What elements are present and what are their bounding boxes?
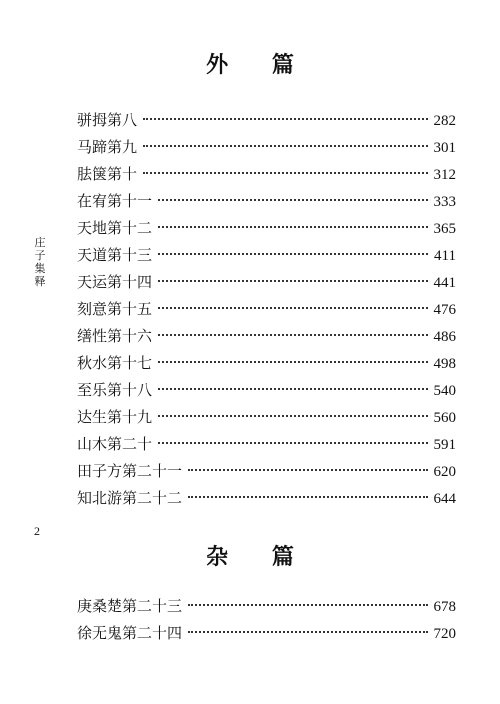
toc-entry bbox=[77, 134, 456, 161]
toc-entry-page: 301 bbox=[433, 140, 456, 156]
toc-entry-page: 540 bbox=[433, 383, 456, 399]
toc-miscellaneous-chapters bbox=[77, 593, 456, 647]
section-title-miscellaneous-chapters: 杂 篇 bbox=[206, 544, 312, 570]
toc-entry bbox=[77, 377, 456, 404]
page-number: 2 bbox=[34, 524, 40, 538]
toc-entry-page: 312 bbox=[433, 167, 456, 183]
toc-entry-title: 田子方第二十一 bbox=[77, 462, 183, 480]
dotted-leader bbox=[158, 307, 427, 309]
toc-entry-title: 胠箧第十 bbox=[77, 165, 138, 183]
toc-entry bbox=[77, 161, 456, 188]
toc-entry bbox=[77, 458, 456, 485]
toc-entry bbox=[77, 323, 456, 350]
dotted-leader bbox=[158, 199, 427, 201]
toc-entry-title: 马蹄第九 bbox=[77, 138, 138, 156]
dotted-leader bbox=[158, 388, 427, 390]
dotted-leader bbox=[158, 361, 427, 363]
dotted-leader bbox=[143, 118, 427, 120]
toc-entry-title: 天地第十二 bbox=[77, 219, 153, 237]
toc-entry bbox=[77, 296, 456, 323]
toc-entry bbox=[77, 242, 456, 269]
toc-entry-page: 720 bbox=[433, 626, 456, 642]
dotted-leader bbox=[158, 253, 428, 255]
dotted-leader bbox=[158, 334, 427, 336]
dotted-leader bbox=[158, 442, 427, 444]
toc-entry bbox=[77, 188, 456, 215]
toc-entry-page: 411 bbox=[434, 248, 456, 264]
toc-entry bbox=[77, 620, 456, 647]
dotted-leader bbox=[143, 172, 427, 174]
dotted-leader bbox=[143, 145, 427, 147]
dotted-leader bbox=[158, 226, 427, 228]
toc-entry-page: 476 bbox=[433, 302, 456, 318]
toc-entry-page: 560 bbox=[433, 410, 456, 426]
toc-entry bbox=[77, 431, 456, 458]
toc-outer-chapters bbox=[77, 107, 456, 512]
toc-entry bbox=[77, 107, 456, 134]
dotted-leader bbox=[158, 415, 427, 417]
toc-entry-title: 天道第十三 bbox=[77, 246, 153, 264]
dotted-leader bbox=[158, 280, 427, 282]
toc-entry bbox=[77, 485, 456, 512]
toc-entry bbox=[77, 350, 456, 377]
toc-entry-title: 秋水第十七 bbox=[77, 354, 153, 372]
toc-entry bbox=[77, 269, 456, 296]
toc-entry-title: 达生第十九 bbox=[77, 408, 153, 426]
toc-entry-page: 620 bbox=[433, 464, 456, 480]
toc-entry-title: 徐无鬼第二十四 bbox=[77, 624, 183, 642]
toc-entry-page: 282 bbox=[433, 113, 456, 129]
toc-entry-title: 天运第十四 bbox=[77, 273, 153, 291]
toc-entry-page: 365 bbox=[433, 221, 456, 237]
toc-entry-title: 在宥第十一 bbox=[77, 192, 153, 210]
toc-entry-title: 缮性第十六 bbox=[77, 327, 153, 345]
running-book-title: 庄子集释 bbox=[34, 236, 46, 288]
toc-entry-title: 山木第二十 bbox=[77, 435, 153, 453]
dotted-leader bbox=[188, 604, 427, 606]
toc-entry bbox=[77, 215, 456, 242]
toc-entry bbox=[77, 593, 456, 620]
dotted-leader bbox=[188, 496, 427, 498]
toc-entry-page: 441 bbox=[433, 275, 456, 291]
toc-entry-page: 486 bbox=[433, 329, 456, 345]
toc-entry bbox=[77, 404, 456, 431]
toc-entry-title: 骈拇第八 bbox=[77, 111, 138, 129]
toc-entry-title: 至乐第十八 bbox=[77, 381, 153, 399]
toc-entry-title: 刻意第十五 bbox=[77, 300, 153, 318]
toc-entry-page: 678 bbox=[433, 599, 456, 615]
toc-entry-page: 498 bbox=[433, 356, 456, 372]
dotted-leader bbox=[188, 631, 427, 633]
toc-entry-page: 644 bbox=[433, 491, 456, 507]
section-title-outer-chapters: 外 篇 bbox=[206, 52, 312, 78]
toc-entry-page: 591 bbox=[433, 437, 456, 453]
toc-entry-title: 知北游第二十二 bbox=[77, 489, 183, 507]
toc-entry-title: 庚桑楚第二十三 bbox=[77, 597, 183, 615]
dotted-leader bbox=[188, 469, 427, 471]
toc-entry-page: 333 bbox=[433, 194, 456, 210]
